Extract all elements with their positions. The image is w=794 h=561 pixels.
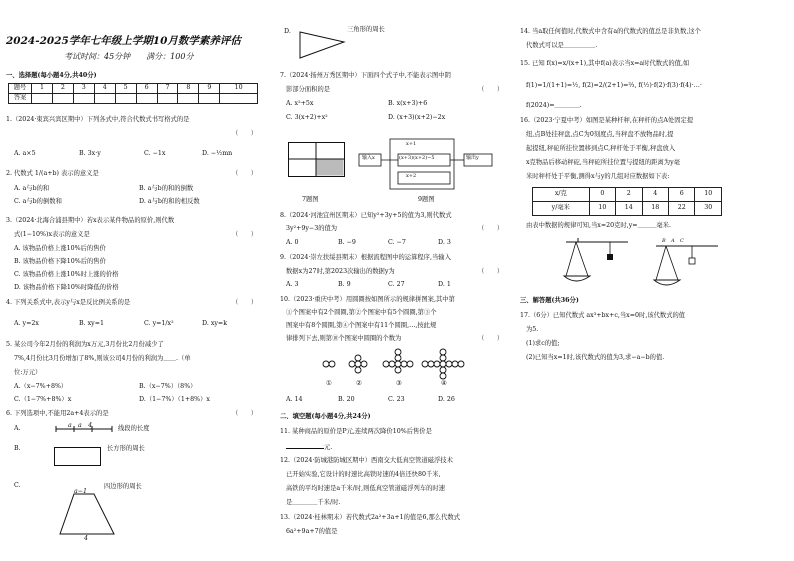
answer-cell[interactable] bbox=[220, 94, 258, 104]
q6-rectangle-figure bbox=[54, 447, 102, 467]
q3-option-d: D. 该物品价格下降10%时降低的价格 bbox=[14, 284, 119, 291]
q16-table bbox=[532, 187, 722, 216]
table-cell: 10 bbox=[695, 188, 722, 202]
q10-option-b: B. 20 bbox=[338, 396, 355, 403]
q2-option-c: C. a与b的倒数和 bbox=[14, 198, 62, 205]
q9-stem2: 数据x为27时,第2023次输出的数据y为 bbox=[286, 268, 395, 275]
fig9-box3: x+2 bbox=[406, 173, 417, 179]
q16-scale-figure-right bbox=[652, 238, 722, 294]
table-cell: 10 bbox=[589, 202, 615, 216]
q6-quad-label-top: a−1 bbox=[74, 488, 88, 495]
table-cell: 2 bbox=[52, 84, 73, 94]
table-cell: 3 bbox=[73, 84, 94, 94]
q1-paren: （ ） bbox=[232, 130, 258, 137]
table-cell: 14 bbox=[616, 202, 642, 216]
exam-title: 2024-2025学年七年级上学期10月数学素养评估 bbox=[6, 35, 241, 47]
q11-stem2: 元. bbox=[324, 444, 333, 451]
q3-stem2: 式(1−10%)x表示的意义是 bbox=[14, 231, 90, 238]
q15-stem: 15. 已知 f(x)=x/(x+1),其中f(a)表示当x=a时代数式的值,如 bbox=[520, 60, 690, 67]
q16-stem6: 由表中数据的规律可知,当x=20克时,y=＿＿＿毫米. bbox=[526, 222, 672, 229]
section-1-title: 一、选择题(每小题4分,共40分) bbox=[6, 72, 97, 79]
answer-table bbox=[8, 83, 258, 104]
fig9-caption: 9题图 bbox=[418, 196, 435, 203]
answer-cell[interactable] bbox=[199, 94, 220, 104]
q7-stem2: 影部分面积的是 bbox=[286, 86, 331, 93]
answer-cell[interactable] bbox=[94, 94, 115, 104]
q2-stem: 2. 代数式 1/(a+b) 表示的意义是 bbox=[6, 170, 99, 177]
table-cell: 10 bbox=[220, 84, 258, 94]
q10-option-a: A. 14 bbox=[286, 396, 303, 403]
table-cell: 30 bbox=[695, 202, 722, 216]
q3-option-b: B. 该物品价格下降10%后的售价 bbox=[14, 258, 106, 265]
fig7-caption: 7题图 bbox=[302, 196, 319, 203]
q16-stem4: x克物品后移动秤砣,当秤砣所挂位置与提纽的距离为y毫 bbox=[526, 159, 680, 166]
q12-stem2: 已开始实验,它设计的时速比高铁时速的4倍还快80千米, bbox=[286, 471, 441, 478]
q12-stem4: 是＿＿＿＿千米/时. bbox=[286, 499, 341, 506]
q8-option-b: B. −9 bbox=[338, 239, 356, 246]
q6-option-c-letter: C. bbox=[14, 482, 21, 489]
q2-option-d: D. a与b的和的相反数 bbox=[139, 198, 200, 205]
q2-option-a: A. a与b的和 bbox=[14, 185, 50, 192]
q10-stem3: 图案中有8个圆圈,第④个图案中有11个圆圈,…,按此规 bbox=[286, 322, 437, 329]
q3-option-a: A. 该物品价格上涨10%后的售价 bbox=[14, 245, 106, 252]
table-cell: 18 bbox=[642, 202, 668, 216]
q7-option-d: D. (x+3)(x+2)−2x bbox=[388, 114, 446, 121]
q6-quadrilateral-figure bbox=[56, 490, 118, 536]
q5-option-b: B.（x−7%）（8%） bbox=[139, 383, 197, 390]
table-cell: 6 bbox=[136, 84, 157, 94]
q17-stem: 17.（6分）已知代数式 ax³+bx+c,当x=0时,该代数式的值 bbox=[520, 312, 686, 319]
q16-label-a: A bbox=[671, 238, 675, 244]
q5-stem2: 7%,4月份比3月份增加了8%,则该公司4月份的利润为＿＿.（单 bbox=[14, 355, 191, 362]
q6-segment-label: a a 4 bbox=[68, 422, 93, 429]
q11-stem: 11. 某种商品的原价是P元,连续两次降价10%后售价是 bbox=[280, 428, 432, 435]
table-cell: 2 bbox=[616, 188, 642, 202]
table-cell: 9 bbox=[199, 84, 220, 94]
q9-stem: 9.（2024·崇左扶绥县期末）根据流程图中的运算程序,当输入 bbox=[280, 254, 451, 261]
fig9-flowchart bbox=[358, 138, 508, 190]
q16-scale-figure-left bbox=[562, 238, 632, 294]
q4-paren: （ ） bbox=[232, 299, 258, 306]
q1-option-d: D. −½mn bbox=[202, 150, 233, 157]
q5-option-a: A.（x−7%+8%） bbox=[14, 383, 68, 390]
q3-stem: 3.（2024·北海合浦县期中）若x表示某件物品的原价,则代数 bbox=[6, 217, 175, 224]
table-cell: 答案 bbox=[9, 94, 32, 104]
q1-option-b: B. 3x·y bbox=[79, 150, 101, 157]
q6-quad-label-bottom: 4 bbox=[84, 535, 89, 542]
q7-option-a: A. x²+5x bbox=[286, 100, 314, 107]
q8-stem: 8.（2024·河池宜州区期末）已知y²+3y+5的值为3,则代数式 bbox=[280, 212, 452, 219]
answer-cell[interactable] bbox=[178, 94, 199, 104]
q6-option-b-desc: 长方形的周长 bbox=[107, 445, 145, 452]
fig7-grid bbox=[288, 142, 348, 178]
table-cell: 5 bbox=[115, 84, 136, 94]
q7-paren: （ ） bbox=[478, 86, 504, 93]
table-header: x/克 bbox=[533, 188, 590, 202]
q13-stem2: 6a²+9a+7的值是 bbox=[286, 528, 338, 535]
q3-option-c: C. 该物品价格上涨10%时上涨的价格 bbox=[14, 271, 119, 278]
q9-option-c: C. 27 bbox=[388, 281, 405, 288]
fig9-box2: (x+3)(x+2)−5 bbox=[399, 155, 435, 161]
q17-part2: (2)已知当x=1时,该代数式的值为3,求−a−b的值. bbox=[526, 354, 665, 361]
exam-time: 考试时间：45分钟 满分：100分 bbox=[64, 52, 194, 61]
q10-stem2: ①个图案中有2个圆圈,第②个图案中有5个圆圈,第③个 bbox=[286, 309, 437, 316]
q6-option-c-desc: 四边形的周长 bbox=[104, 483, 142, 490]
q14-stem: 14. 当a取任何值时,代数式中含有a的代数式的值总是非负数,这个 bbox=[520, 28, 701, 35]
fig9-input: 输入x bbox=[362, 155, 375, 161]
table-cell: 4 bbox=[642, 188, 668, 202]
q6-option-b-letter: B. bbox=[14, 445, 21, 452]
q2-paren: （ ） bbox=[232, 170, 258, 177]
q15-stem2: f(1)=1/(1+1)=½, f(2)=2/(2+1)=⅔, f(½)·f(2)·f(3)·f(4)·…· bbox=[526, 82, 702, 89]
q5-option-c: C.（1−7%+8%）x bbox=[14, 396, 72, 403]
q8-option-d: D. 3 bbox=[438, 239, 451, 246]
table-cell: 1 bbox=[32, 84, 53, 94]
q11-answer-blank[interactable] bbox=[286, 442, 324, 449]
answer-cell[interactable] bbox=[52, 94, 73, 104]
q10-label-3: ③ bbox=[396, 380, 402, 387]
q16-stem: 16.（2023·宁夏中考）如图是某种杆秤,在秤杆的点A处固定提 bbox=[520, 117, 694, 124]
q14-stem2: 代数式可以是＿＿＿＿＿. bbox=[526, 42, 598, 49]
q6-triangle-figure bbox=[298, 30, 346, 60]
q16-label-b: B bbox=[662, 238, 666, 244]
q4-option-b: B. xy=1 bbox=[79, 320, 105, 327]
table-cell: 6 bbox=[669, 188, 695, 202]
answer-cell[interactable] bbox=[157, 94, 178, 104]
q9-option-a: A. 3 bbox=[286, 281, 299, 288]
q8-option-a: A. 0 bbox=[286, 239, 299, 246]
q8-option-c: C. −7 bbox=[388, 239, 406, 246]
q13-stem: 13.（2024·桂林期末）若代数式2a²+3a+1的值是6,那么代数式 bbox=[280, 514, 460, 521]
q10-option-c: C. 23 bbox=[388, 396, 405, 403]
section-2-title: 二、填空题(每小题4分,共24分) bbox=[280, 413, 371, 420]
table-cell: 0 bbox=[589, 188, 615, 202]
q9-paren: （ ） bbox=[478, 268, 504, 275]
q8-stem2: 3y²+9y−3的值为 bbox=[286, 225, 338, 232]
q10-stem4: 律排列下去,则第⑩个图案中圆圈的个数为 bbox=[286, 335, 402, 342]
q4-stem: 4. 下列关系式中,表示y与x是反比例关系的是 bbox=[6, 299, 131, 306]
q16-stem2: 纽,点B处挂秤盘,点C为0刻度点,当秤盘不放物品时,提 bbox=[526, 131, 674, 138]
answer-cell[interactable] bbox=[32, 94, 53, 104]
q9-option-d: D. 1 bbox=[438, 281, 451, 288]
q10-label-1: ① bbox=[326, 380, 332, 387]
q12-stem3: 高铁的平均时速是a千米/时,则低真空管道磁浮列车的时速 bbox=[286, 485, 446, 492]
q7-option-b: B. x(x+3)+6 bbox=[388, 100, 428, 107]
table-cell: 题号 bbox=[9, 84, 32, 94]
q6-option-a-letter: A. bbox=[14, 425, 21, 432]
table-cell: 22 bbox=[669, 202, 695, 216]
q7-option-c: C. 3(x+2)+x² bbox=[286, 114, 328, 121]
q5-option-d: D.（1−7%）（1+8%）x bbox=[139, 396, 210, 403]
q12-stem: 12.（2024·防城港防城区期中）西南交大低真空管道磁浮技术 bbox=[280, 457, 453, 464]
q4-option-c: C. y=1/x² bbox=[144, 320, 174, 327]
fig9-output: 输出y bbox=[466, 155, 479, 161]
q6-option-d-letter: D. bbox=[284, 28, 291, 35]
q1-option-c: C. −1x bbox=[144, 150, 166, 157]
q10-stem: 10.（2023·重庆中考）用圆圈按如图所示的规律拼图案,其中第 bbox=[280, 296, 455, 303]
q1-option-a: A. a×5 bbox=[14, 150, 36, 157]
table-cell: 7 bbox=[157, 84, 178, 94]
q17-stem2: 为5. bbox=[526, 326, 539, 333]
table-cell: 8 bbox=[178, 84, 199, 94]
q5-stem3: 位:万元） bbox=[14, 369, 42, 376]
q11-blank-row bbox=[286, 442, 332, 453]
answer-cell[interactable] bbox=[115, 94, 136, 104]
fig9-box1-label: x+1 bbox=[406, 141, 417, 147]
q6-stem: 6. 下列选项中,不能用2a+4表示的是 bbox=[6, 410, 109, 417]
q2-option-b: B. a与b的和的倒数 bbox=[139, 185, 194, 192]
q1-stem: 1.（2024·東宾兴宾区期中）下列各式中,符合代数式书写格式的是 bbox=[6, 116, 190, 123]
q6-paren: （ ） bbox=[232, 410, 258, 417]
q16-stem5: 米时秤杆处于平衡,测得x与y的几组对应数据如下表: bbox=[526, 173, 670, 180]
q4-option-d: D. xy=k bbox=[202, 320, 228, 327]
q16-label-c: C bbox=[680, 238, 684, 244]
q6-option-d-desc: 三角形的周长 bbox=[347, 26, 385, 33]
table-cell: 4 bbox=[94, 84, 115, 94]
q3-paren: （ ） bbox=[232, 231, 258, 238]
q6-segment-figure bbox=[54, 426, 114, 432]
q4-option-a: A. y=2x bbox=[14, 320, 39, 327]
q16-stem3: 起提纽,秤砣所挂位置移到点C,秤杆处于平衡,秤盘放入 bbox=[526, 145, 676, 152]
q10-paren: （ ） bbox=[478, 335, 504, 342]
q10-label-2: ② bbox=[356, 380, 362, 387]
table-header: y/毫米 bbox=[533, 202, 590, 216]
answer-cell[interactable] bbox=[73, 94, 94, 104]
q10-option-d: D. 26 bbox=[438, 396, 455, 403]
q10-label-4: ④ bbox=[441, 380, 447, 387]
q15-stem3: f(2024)=＿＿＿＿. bbox=[526, 102, 582, 109]
q7-stem: 7.（2024·扬州万秀区期中）下面四个式子中,不能表示图中阴 bbox=[280, 72, 451, 79]
answer-cell[interactable] bbox=[136, 94, 157, 104]
q6-option-a-desc: 线段的长度 bbox=[118, 425, 150, 432]
q5-stem: 5. 某公司今年2月份的利润为x万元,3月份比2月份减少了 bbox=[6, 341, 164, 348]
q9-option-b: B. 9 bbox=[338, 281, 351, 288]
q17-part1: (1)求c的值; bbox=[526, 340, 560, 347]
section-3-title: 三、解答题(共36分) bbox=[520, 297, 579, 304]
q8-paren: （ ） bbox=[478, 225, 504, 232]
